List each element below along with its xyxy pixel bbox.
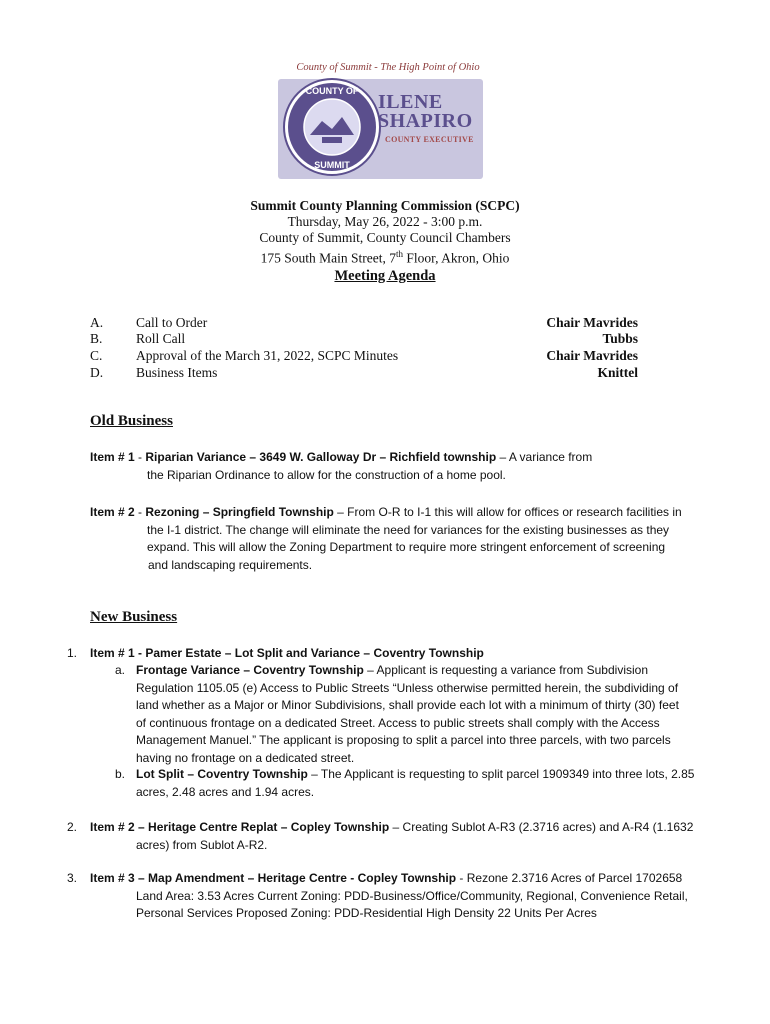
old-business-item-2 xyxy=(90,504,730,574)
address-sup: th xyxy=(396,249,404,259)
agenda-text: Call to Order xyxy=(136,315,208,330)
item-text-cont: Land Area: 3.53 Acres Current Zoning: PDD-Business/Office/Community, Regional, Convenience Retail, xyxy=(136,888,688,903)
seal-top-text: COUNTY OF xyxy=(305,86,359,96)
agenda-text: Business Items xyxy=(136,365,218,380)
old-business-item-1 xyxy=(90,449,730,484)
sub-item-text: having no frontage on a dedicated street. xyxy=(136,750,355,765)
item-text-cont: Personal Services Proposed Zoning: PDD-Residential High Density 22 Units Per Acres xyxy=(136,906,597,920)
meeting-address xyxy=(185,246,585,267)
sub-item-frontage-variance xyxy=(136,662,736,767)
item-text-cont: acres) from Sublot A-R2. xyxy=(136,837,268,852)
sub-item-title: Frontage Variance – Coventry Township xyxy=(136,663,364,677)
agenda-person: Tubbs xyxy=(602,331,638,346)
agenda-letter: B. xyxy=(90,331,103,346)
item-title: Item # 2 – Heritage Centre Replat – Copley Township xyxy=(90,820,390,834)
new-business-item-1 xyxy=(90,645,730,663)
new-business-item-2 xyxy=(90,819,730,854)
sub-letter: b. xyxy=(115,767,126,781)
agenda-item xyxy=(90,331,638,348)
list-number: 2. xyxy=(67,820,78,834)
item-text-cont: the I-1 district. The change will eliminate the need for variances for the existing businesses as they xyxy=(147,522,670,537)
item-prefix: Item # 2 xyxy=(90,505,135,519)
item-prefix: Item # 1 xyxy=(90,450,135,464)
sub-item-lot-split xyxy=(136,766,736,801)
agenda-letter: D. xyxy=(90,365,104,380)
logo-subtitle: COUNTY EXECUTIVE xyxy=(385,135,474,144)
agenda-person: Chair Mavrides xyxy=(546,348,638,363)
logo-tagline: County of Summit - The High Point of Ohio xyxy=(296,62,480,73)
list-number: 3. xyxy=(67,871,78,885)
org-name: Summit County Planning Commission (SCPC) xyxy=(250,198,520,213)
agenda-person: Chair Mavrides xyxy=(546,315,638,330)
item-text: – Creating Sublot A-R3 (2.3716 acres) and A-R4 (1.1632 xyxy=(389,820,694,834)
sub-item-text: – Applicant is requesting a variance from Subdivision xyxy=(363,663,648,677)
sub-item-text: Regulation 1105.05 (e) Access to Public Streets “Unless otherwise permitted herein, the subdividing of xyxy=(136,680,679,695)
agenda-item xyxy=(90,365,638,382)
agenda-letter: A. xyxy=(90,315,104,330)
meeting-header xyxy=(185,198,585,284)
item-text-cont: and landscaping requirements. xyxy=(148,557,313,572)
address-post: Floor, Akron, Ohio xyxy=(403,250,510,266)
sub-item-text: Management Manuel.” The applicant is proposing to split a parcel into three parcels, with two parcels xyxy=(136,733,671,747)
agenda-person: Knittel xyxy=(597,365,638,380)
meeting-date: Thursday, May 26, 2022 - 3:00 p.m. xyxy=(287,214,483,229)
meeting-location: County of Summit, County Council Chambers xyxy=(259,230,511,245)
new-business-item-3 xyxy=(90,870,730,923)
item-text: – A variance from xyxy=(496,450,593,464)
sub-item-text: of continuous frontage on a dedicated Street. Access to public streets shall comply with the Access xyxy=(136,715,660,730)
sub-item-text: – The Applicant is requesting to split parcel 1909349 into three lots, 2.85 xyxy=(307,767,695,781)
agenda-letter: C. xyxy=(90,348,103,363)
agenda-item xyxy=(90,315,638,332)
agenda-item xyxy=(90,348,638,365)
item-title: Rezoning – Springfield Township xyxy=(145,505,334,519)
item-title: Item # 3 – Map Amendment – Heritage Centre - Copley Township xyxy=(90,871,457,885)
item-text: - Rezone 2.3716 Acres of Parcel 1702658 xyxy=(456,871,683,885)
address-pre: 175 South Main Street, 7 xyxy=(260,250,396,266)
item-title: Riparian Variance – 3649 W. Galloway Dr – Richfield township xyxy=(145,450,497,464)
item-sep: - xyxy=(134,450,146,464)
item-text-cont: the Riparian Ordinance to allow for the construction of a home pool. xyxy=(147,467,506,482)
agenda-text: Approval of the March 31, 2022, SCPC Minutes xyxy=(136,348,399,363)
seal-bottom-text: SUMMIT xyxy=(314,160,350,170)
county-seal-icon xyxy=(282,77,382,177)
sub-item-text: acres, 2.48 acres and 1.94 acres. xyxy=(136,784,315,799)
logo-name-first: ILENE xyxy=(378,91,443,113)
sub-item-text: land whether as a Major or Minor Subdivisions, shall provide each lot with a minimum of thirty (30) feet xyxy=(136,698,679,712)
item-text: – From O-R to I-1 this will allow for offices or research facilities in xyxy=(333,505,682,519)
agenda-text: Roll Call xyxy=(136,331,186,346)
item-title: Item # 1 - Pamer Estate – Lot Split and Variance – Coventry Township xyxy=(90,646,484,660)
old-business-heading: Old Business xyxy=(90,413,173,429)
sub-letter: a. xyxy=(115,663,126,677)
logo-name-last: SHAPIRO xyxy=(378,110,473,132)
item-text-cont: expand. This will allow the Zoning Department to require more stringent enforcement of screening xyxy=(147,540,666,554)
item-sep: - xyxy=(134,505,146,519)
county-executive-logo xyxy=(278,62,498,190)
page-title: Meeting Agenda xyxy=(334,267,436,284)
new-business-heading: New Business xyxy=(90,609,178,625)
sub-item-title: Lot Split – Coventry Township xyxy=(136,767,308,781)
list-number: 1. xyxy=(67,646,78,660)
